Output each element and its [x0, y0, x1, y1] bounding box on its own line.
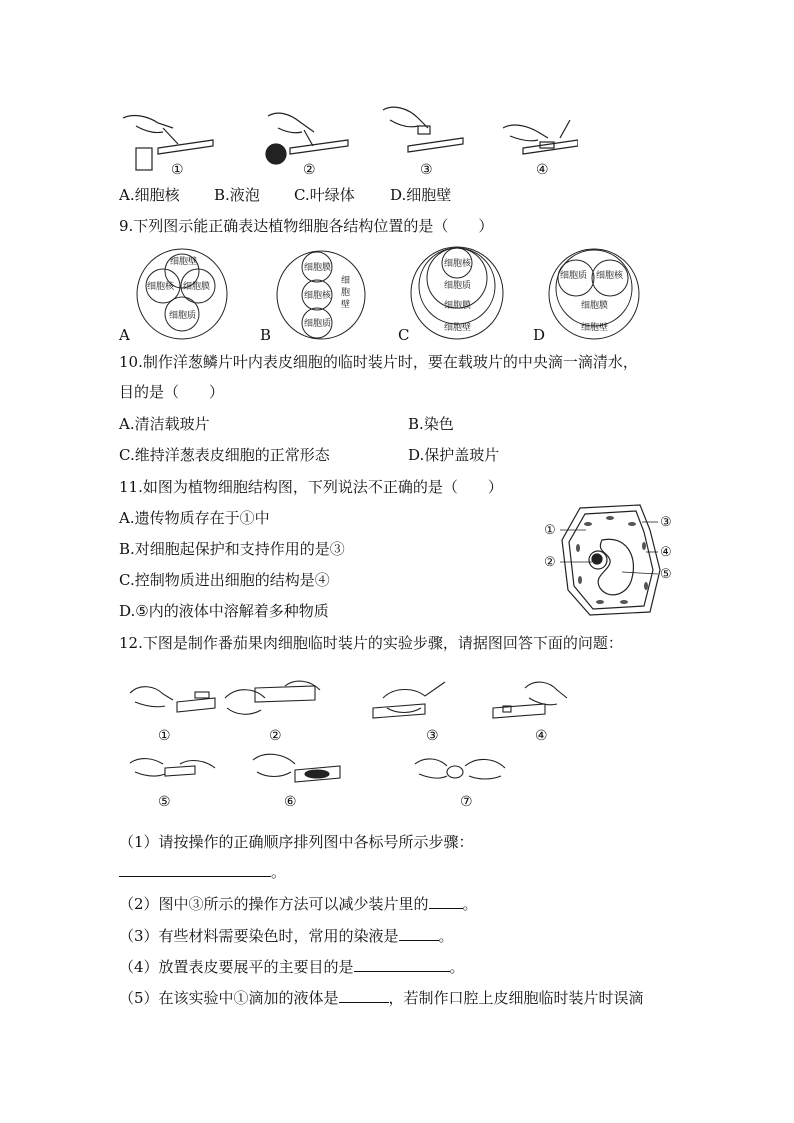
- q12-procedure-illustrations: [125, 668, 580, 816]
- q11-cell-label-5: ⑤: [660, 567, 672, 582]
- q11-option-b: B.对细胞起保护和支持作用的是③: [119, 540, 345, 558]
- q12-sub2-end: 。: [462, 895, 478, 913]
- q9-diagram-d: [548, 248, 640, 340]
- q9-a-label-wall: 细胞壁: [170, 257, 198, 267]
- q9-b-label-nucleus: 细胞核: [304, 291, 332, 301]
- q9-b-label-cytoplasm: 细胞质: [304, 319, 332, 329]
- q12-step-label-6: ⑥: [284, 794, 297, 810]
- q8-option-b: B.液泡: [214, 186, 260, 204]
- q11-option-c: C.控制物质进出细胞的结构是④: [119, 571, 330, 589]
- q12-sub4-text: （4）放置表皮要展平的主要目的是: [119, 958, 354, 976]
- q10-option-b: B.染色: [408, 415, 454, 433]
- q12-sub4-end: 。: [449, 958, 465, 976]
- q8-option-d: D.细胞壁: [390, 186, 452, 204]
- q11-cell-label-1: ①: [544, 523, 556, 538]
- q11-cell-label-4: ④: [660, 545, 672, 560]
- q11-cell-label-2: ②: [544, 555, 556, 570]
- q12-sub2: [119, 894, 478, 914]
- q12-sub5: [119, 988, 644, 1008]
- q11-option-d: D.⑤内的液体中溶解着多种物质: [119, 602, 329, 620]
- q9-diagram-c: [410, 246, 505, 340]
- q9-d-label-nucleus: 细胞核: [596, 271, 624, 281]
- q8-option-c: C.叶绿体: [294, 186, 355, 204]
- q12-question: 12.下图是制作番茄果肉细胞临时装片的实验步骤，请据图回答下面的问题：: [119, 634, 623, 652]
- q10-option-c: C.维持洋葱表皮细胞的正常形态: [119, 446, 330, 464]
- q9-label-c: C: [398, 326, 410, 344]
- q11-cell-label-3: ③: [660, 515, 672, 530]
- q9-c-label-membrane: 细胞膜: [444, 301, 472, 311]
- q12-sub3-end: 。: [438, 927, 454, 945]
- q12-step-label-4: ④: [535, 728, 548, 744]
- q9-question: 9.下列图示能正确表达植物细胞各结构位置的是（ ）: [119, 217, 494, 235]
- q10-question-line1: 10.制作洋葱鳞片叶内表皮细胞的临时装片时，要在载玻片的中央滴一滴清水，: [119, 353, 638, 371]
- q9-d-label-membrane: 细胞膜: [581, 301, 609, 311]
- q9-d-label-cytoplasm: 细胞质: [560, 271, 588, 281]
- q9-diagram-b: [275, 250, 367, 340]
- q12-sub3-blank[interactable]: [399, 926, 439, 941]
- q9-a-label-membrane: 细胞膜: [183, 282, 211, 292]
- q8-option-a: A.细胞核: [119, 186, 180, 204]
- q9-b-label-wall-3: 壁: [341, 300, 351, 310]
- q12-sub5-text: （5）在该实验中①滴加的液体是: [119, 989, 339, 1007]
- q10-option-d: D.保护盖玻片: [408, 446, 500, 464]
- q9-a-label-nucleus: 细胞核: [147, 282, 175, 292]
- q9-c-label-wall: 细胞壁: [444, 323, 472, 333]
- q9-b-label-wall-1: 细: [341, 276, 351, 286]
- q9-c-label-nucleus: 细胞核: [444, 259, 472, 269]
- q8-step-label-1: ①: [171, 162, 184, 178]
- q8-step-label-3: ③: [420, 162, 433, 178]
- q12-sub1: （1）请按操作的正确顺序排列图中各标号所示步骤：: [119, 833, 474, 851]
- q9-b-label-wall-2: 胞: [341, 288, 351, 298]
- q12-sub5-end: ，若制作口腔上皮细胞临时装片时误滴: [388, 989, 644, 1007]
- q9-label-b: B: [260, 326, 272, 344]
- q12-sub4: [119, 957, 465, 977]
- q12-step-label-1: ①: [158, 728, 171, 744]
- q12-sub2-blank[interactable]: [429, 894, 463, 909]
- q12-sub3-text: （3）有些材料需要染色时，常用的染液是: [119, 927, 399, 945]
- q9-label-d: D: [533, 326, 546, 344]
- q12-step-label-3: ③: [426, 728, 439, 744]
- q10-question-line2: 目的是（ ）: [119, 383, 225, 401]
- q8-step-label-4: ④: [536, 162, 549, 178]
- q12-sub1-blank[interactable]: [119, 862, 271, 877]
- q9-label-a: A: [119, 326, 130, 344]
- q9-d-label-wall: 细胞壁: [581, 323, 609, 333]
- q11-option-a: A.遗传物质存在于①中: [119, 509, 270, 527]
- q12-step-label-7: ⑦: [460, 794, 473, 810]
- q10-option-a: A.清洁载玻片: [119, 415, 210, 433]
- q12-sub2-text: （2）图中③所示的操作方法可以减少装片里的: [119, 895, 429, 913]
- q12-sub3: [119, 926, 454, 946]
- q12-sub5-blank[interactable]: [339, 988, 389, 1003]
- q12-sub1-answer-line: [119, 862, 286, 882]
- q12-sub4-blank[interactable]: [354, 957, 450, 972]
- q12-sub1-end: 。: [271, 863, 287, 881]
- q9-b-label-membrane: 细胞膜: [304, 263, 332, 273]
- q9-c-label-cytoplasm: 细胞质: [444, 281, 472, 291]
- q9-a-label-cytoplasm: 细胞质: [169, 311, 197, 321]
- q8-step-label-2: ②: [303, 162, 316, 178]
- q11-question: 11.如图为植物细胞结构图，下列说法不正确的是（ ）: [119, 478, 503, 496]
- q8-procedure-illustrations: [118, 98, 578, 178]
- q12-step-label-5: ⑤: [158, 794, 171, 810]
- q11-plant-cell-diagram: [540, 500, 680, 622]
- q12-step-label-2: ②: [269, 728, 282, 744]
- q9-diagram-a: [135, 248, 230, 340]
